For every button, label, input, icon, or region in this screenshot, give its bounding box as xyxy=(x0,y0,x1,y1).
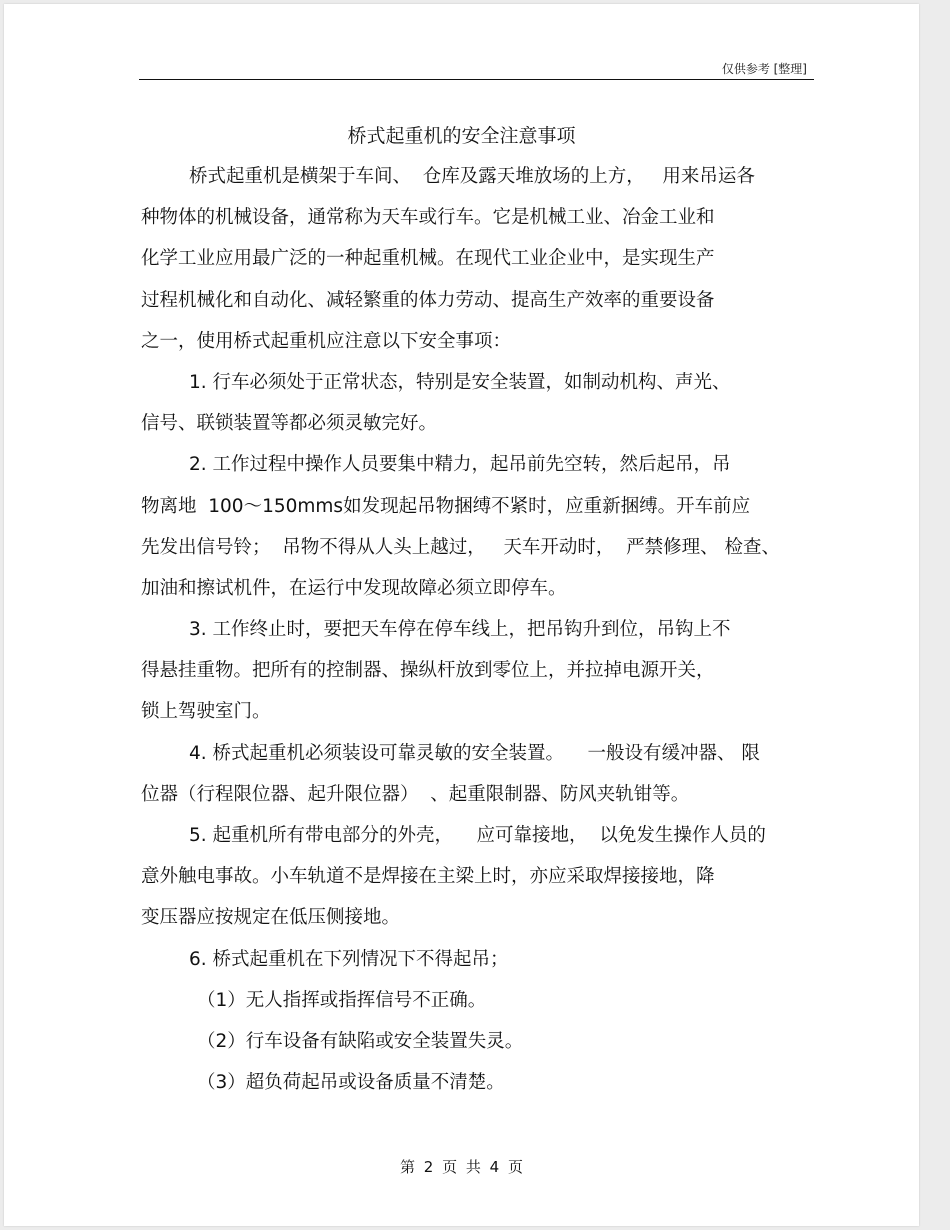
list-item: （3）超负荷起吊或设备质量不清楚。 xyxy=(197,1072,505,1094)
paragraph-line: 变压器应按规定在低压侧接地。 xyxy=(141,907,401,929)
paragraph-line: 物离地 100～150mms如发现起吊物捆缚不紧时，应重新捆缚。开车前应 xyxy=(141,495,751,517)
paragraph-line: 位器（行程限位器、起升限位器） 、起重限制器、防风夹轨钳等。 xyxy=(141,783,690,805)
document-page xyxy=(4,4,919,1226)
paragraph-line: 3. 工作终止时，要把天车停在停车线上，把吊钩升到位，吊钩上不 xyxy=(189,619,731,641)
paragraph-line: 意外触电事故。小车轨道不是焊接在主梁上时，亦应采取焊接接地，降 xyxy=(141,866,715,888)
paragraph-line: 加油和擦试机件，在运行中发现故障必须立即停车。 xyxy=(141,577,567,599)
header-note: 仅供参考 [整理] xyxy=(721,62,807,76)
paragraph-line: 过程机械化和自动化、减轻繁重的体力劳动、提高生产效率的重要设备 xyxy=(141,289,715,311)
paragraph-line: 化学工业应用最广泛的一种起重机械。在现代工业企业中，是实现生产 xyxy=(141,248,715,270)
page-footer: 第 2 页 共 4 页 xyxy=(400,1158,523,1176)
header-divider xyxy=(139,79,814,80)
paragraph-line: 种物体的机械设备，通常称为天车或行车。它是机械工业、冶金工业和 xyxy=(141,207,715,229)
paragraph-line: 1. 行车必须处于正常状态，特别是安全装置，如制动机构、声光、 xyxy=(189,371,731,393)
document-title: 桥式起重机的安全注意事项 xyxy=(347,125,576,147)
paragraph-line: 信号、联锁装置等都必须灵敏完好。 xyxy=(141,413,438,435)
paragraph-line: 先发出信号铃； 吊物不得从人头上越过， 天车开动时， 严禁修理、 检查、 xyxy=(141,536,781,558)
list-item: （1）无人指挥或指挥信号不正确。 xyxy=(197,989,487,1011)
paragraph-line: 锁上驾驶室门。 xyxy=(141,701,271,723)
document-body xyxy=(141,156,821,1103)
paragraph-line: 2. 工作过程中操作人员要集中精力，起吊前先空转，然后起吊，吊 xyxy=(189,454,731,476)
paragraph-line: 之一，使用桥式起重机应注意以下安全事项： xyxy=(141,330,512,352)
paragraph-line: 4. 桥式起重机必须装设可靠灵敏的安全装置。 一般设有缓冲器、 限 xyxy=(189,742,760,764)
list-item: （2）行车设备有缺陷或安全装置失灵。 xyxy=(197,1030,524,1052)
paragraph-line: 6. 桥式起重机在下列情况下不得起吊； xyxy=(189,948,509,970)
paragraph-line: 桥式起重机是横架于车间、 仓库及露天堆放场的上方， 用来吊运各 xyxy=(189,166,755,187)
paragraph-line: 5. 起重机所有带电部分的外壳， 应可靠接地， 以免发生操作人员的 xyxy=(189,825,766,846)
paragraph-line: 得悬挂重物。把所有的控制器、操纵杆放到零位上，并拉掉电源开关， xyxy=(141,660,715,682)
